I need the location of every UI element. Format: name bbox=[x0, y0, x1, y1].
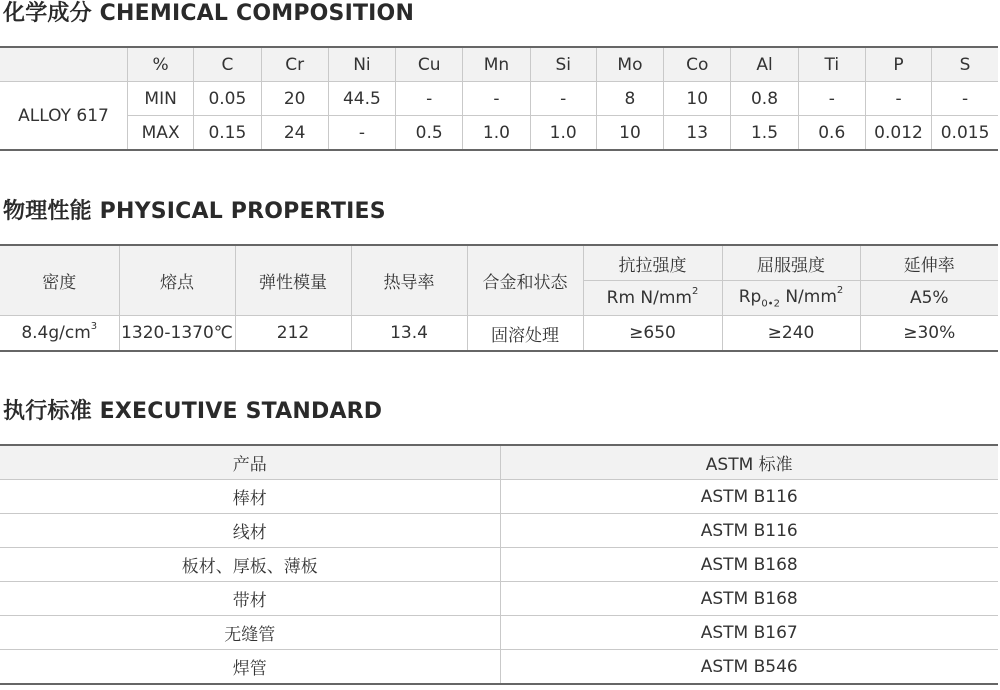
header-cell: Cr bbox=[261, 47, 328, 82]
header-cell: 热导率 bbox=[351, 245, 467, 316]
value-cell: - bbox=[865, 82, 931, 116]
value-cell: 0.5 bbox=[396, 116, 463, 151]
header-cell: P bbox=[865, 47, 931, 82]
value-cell: - bbox=[463, 82, 530, 116]
product-cell: 焊管 bbox=[0, 650, 500, 685]
product-cell: 线材 bbox=[0, 514, 500, 548]
value-cell: 固溶处理 bbox=[467, 316, 583, 352]
value-cell: 212 bbox=[235, 316, 351, 352]
elongation-unit-cell: A5% bbox=[860, 281, 998, 316]
standard-row bbox=[0, 616, 998, 650]
value-cell: 0.015 bbox=[932, 116, 998, 151]
header-cell: Mn bbox=[463, 47, 530, 82]
tensile-unit-cell bbox=[583, 281, 722, 316]
standard-cell: ASTM B168 bbox=[500, 582, 998, 616]
value-cell: - bbox=[530, 82, 596, 116]
standard-row bbox=[0, 650, 998, 685]
value-cell: 8 bbox=[596, 82, 663, 116]
header-cell: 密度 bbox=[0, 245, 119, 316]
value-cell: - bbox=[932, 82, 998, 116]
executive-standard-table bbox=[0, 444, 998, 685]
value-cell: 10 bbox=[664, 82, 731, 116]
value-cell: 13 bbox=[664, 116, 731, 151]
standard-row bbox=[0, 548, 998, 582]
standard-section-title: 执行标准 EXECUTIVE STANDARD bbox=[3, 399, 383, 424]
yield-unit-sup: 2 bbox=[836, 284, 844, 296]
value-cell: ≥240 bbox=[722, 316, 860, 352]
value-cell: 1.0 bbox=[530, 116, 596, 151]
header-cell: Mo bbox=[596, 47, 663, 82]
header-cell: Co bbox=[664, 47, 731, 82]
standard-row bbox=[0, 582, 998, 616]
value-cell: 1.5 bbox=[731, 116, 798, 151]
value-cell: 1320-1370℃ bbox=[119, 316, 235, 352]
header-cell: 弹性模量 bbox=[235, 245, 351, 316]
product-cell: 带材 bbox=[0, 582, 500, 616]
yield-unit-sub: 0•2 bbox=[761, 298, 780, 310]
value-cell: - bbox=[396, 82, 463, 116]
standard-cell: ASTM B116 bbox=[500, 480, 998, 514]
value-cell: - bbox=[328, 116, 395, 151]
density-value: 8.4g/cm bbox=[21, 323, 91, 343]
standard-cell: ASTM B546 bbox=[500, 650, 998, 685]
header-cell: 合金和状态 bbox=[467, 245, 583, 316]
product-cell: 棒材 bbox=[0, 480, 500, 514]
standard-cell: ASTM B167 bbox=[500, 616, 998, 650]
value-cell: 0.8 bbox=[731, 82, 798, 116]
standard-cell: ASTM B168 bbox=[500, 548, 998, 582]
value-cell: ≥30% bbox=[860, 316, 998, 352]
row-label-cell: MAX bbox=[128, 116, 194, 151]
header-cell: Si bbox=[530, 47, 596, 82]
row-label-cell: MIN bbox=[128, 82, 194, 116]
header-cell: 延伸率 bbox=[860, 245, 998, 281]
tensile-unit-sup: 2 bbox=[691, 286, 699, 297]
tensile-unit: Rm N/mm bbox=[606, 288, 692, 308]
header-cell: Ni bbox=[328, 47, 395, 82]
density-sup: 3 bbox=[90, 321, 98, 332]
header-cell: ASTM 标准 bbox=[500, 445, 998, 480]
header-cell: % bbox=[128, 47, 194, 82]
product-cell: 板材、厚板、薄板 bbox=[0, 548, 500, 582]
physical-section-title: 物理性能 PHYSICAL PROPERTIES bbox=[3, 199, 386, 224]
standard-cell: ASTM B116 bbox=[500, 514, 998, 548]
chemical-composition-table bbox=[0, 46, 998, 151]
value-cell: 1.0 bbox=[463, 116, 530, 151]
physical-properties-table bbox=[0, 244, 998, 352]
value-cell: 0.6 bbox=[798, 116, 865, 151]
header-cell: Ti bbox=[798, 47, 865, 82]
physical-value-row bbox=[0, 316, 998, 352]
header-blank-cell bbox=[0, 47, 128, 82]
header-cell: C bbox=[194, 47, 261, 82]
value-cell: 10 bbox=[596, 116, 663, 151]
header-cell: Cu bbox=[396, 47, 463, 82]
value-cell: 44.5 bbox=[328, 82, 395, 116]
value-cell: 20 bbox=[261, 82, 328, 116]
value-cell: ≥650 bbox=[583, 316, 722, 352]
yield-unit-main: Rp bbox=[738, 286, 762, 307]
chemical-section-title: 化学成分 CHEMICAL COMPOSITION bbox=[3, 1, 415, 26]
chemical-min-row bbox=[0, 82, 998, 116]
value-cell: 0.012 bbox=[865, 116, 931, 151]
value-cell: 0.05 bbox=[194, 82, 261, 116]
header-cell: 熔点 bbox=[119, 245, 235, 316]
alloy-name-cell: ALLOY 617 bbox=[0, 82, 128, 151]
value-cell: 13.4 bbox=[351, 316, 467, 352]
header-cell: S bbox=[932, 47, 998, 82]
standard-header-row bbox=[0, 445, 998, 480]
density-cell bbox=[0, 316, 119, 352]
physical-header-row bbox=[0, 245, 998, 281]
header-cell: Al bbox=[731, 47, 798, 82]
yield-unit: N/mm bbox=[779, 286, 837, 307]
product-cell: 无缝管 bbox=[0, 616, 500, 650]
header-cell: 抗拉强度 bbox=[583, 245, 722, 281]
chemical-header-row bbox=[0, 47, 998, 82]
chemical-max-row bbox=[0, 116, 998, 151]
standard-row bbox=[0, 480, 998, 514]
value-cell: 0.15 bbox=[194, 116, 261, 151]
standard-row bbox=[0, 514, 998, 548]
yield-unit-cell bbox=[722, 281, 860, 316]
value-cell: 24 bbox=[261, 116, 328, 151]
header-cell: 产品 bbox=[0, 445, 500, 480]
value-cell: - bbox=[798, 82, 865, 116]
header-cell: 屈服强度 bbox=[722, 245, 860, 281]
